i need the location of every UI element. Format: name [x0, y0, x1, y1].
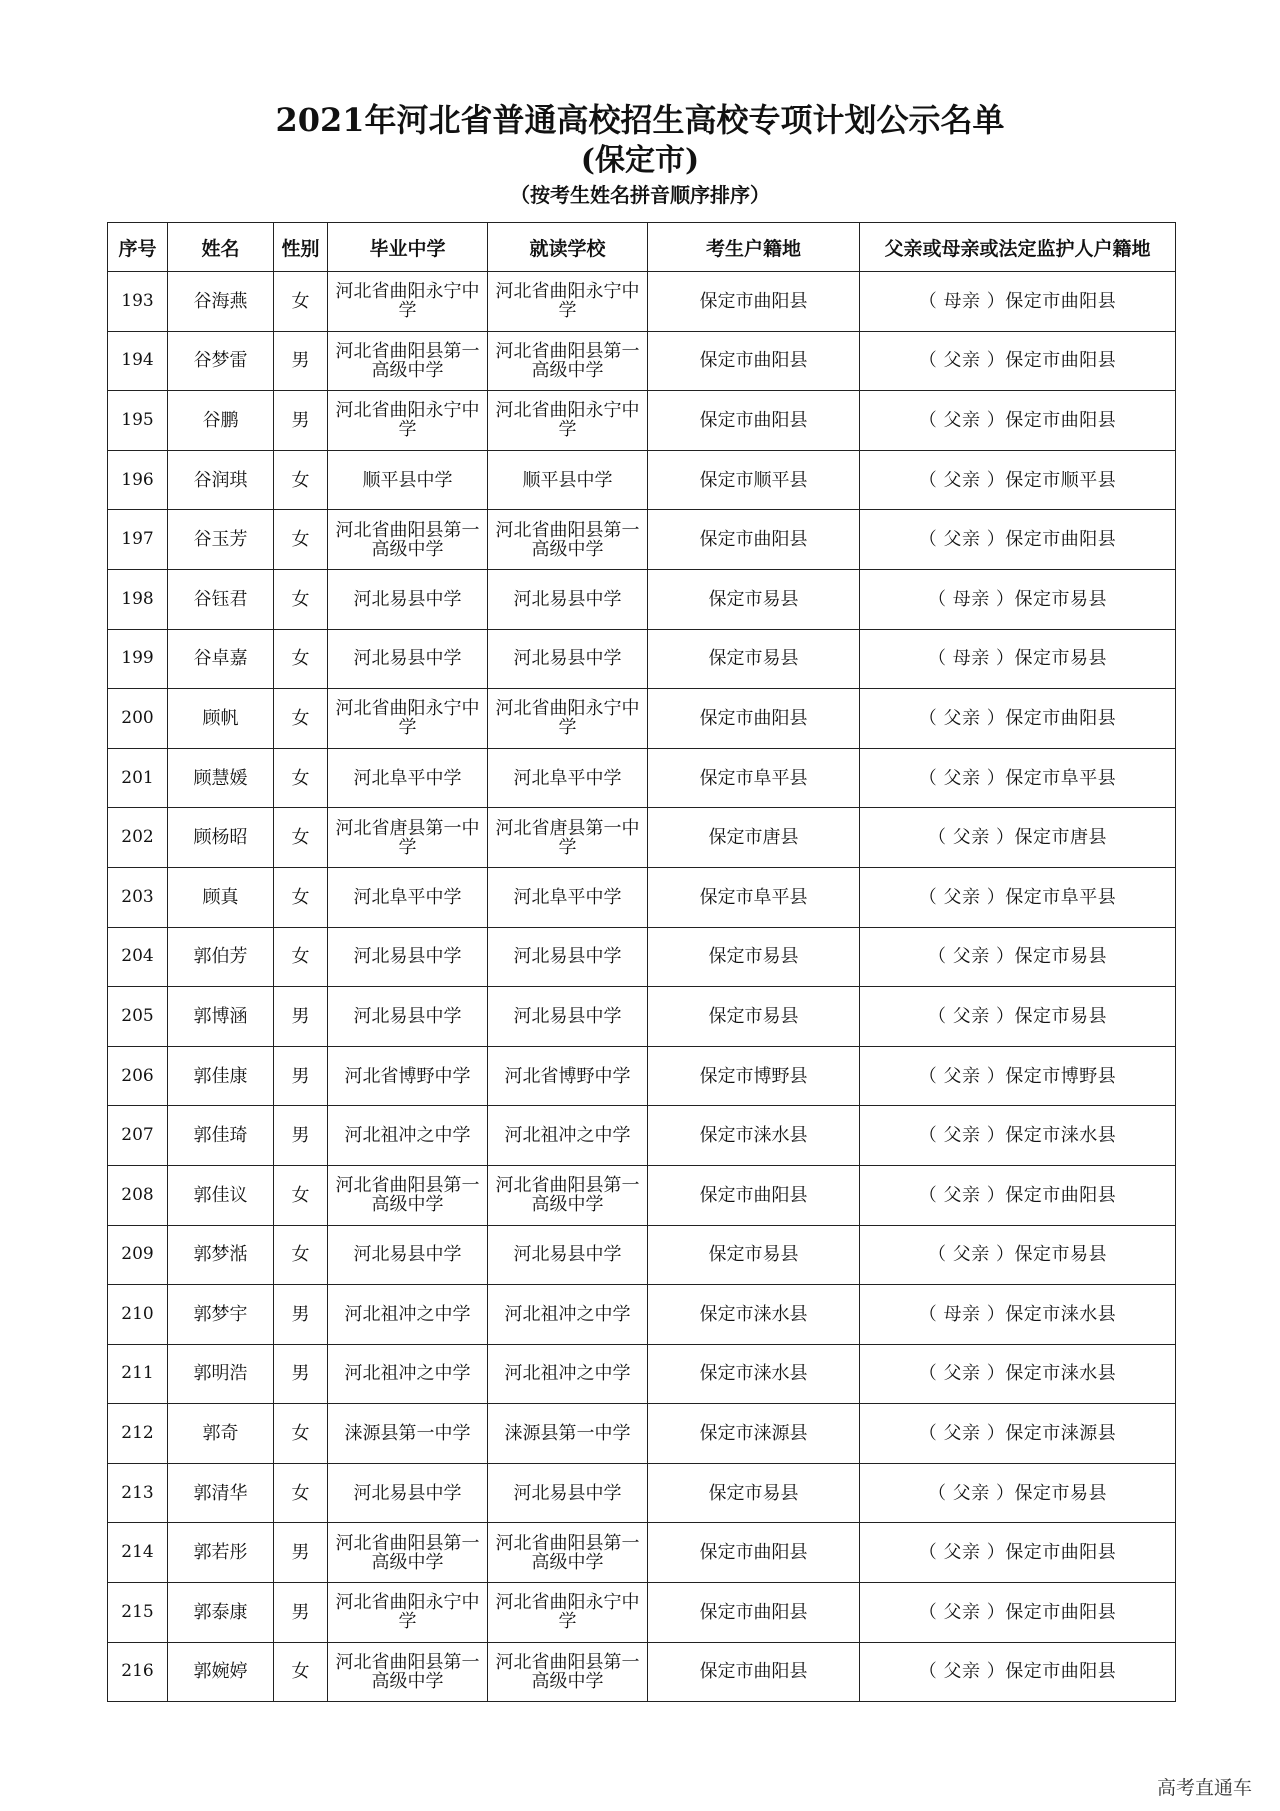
table-body: [108, 272, 1176, 1702]
table-row: [108, 569, 1176, 629]
cell-index: 209: [108, 1225, 168, 1285]
cell-name: 郭明浩: [168, 1344, 274, 1404]
cell-gender: 女: [274, 1165, 328, 1225]
cell-index: 215: [108, 1583, 168, 1643]
cell-gender: 女: [274, 450, 328, 510]
cell-current-school: 河北省曲阳永宁中学: [488, 1583, 648, 1643]
cell-graduated-school: 河北易县中学: [328, 1225, 488, 1285]
table-row: [108, 808, 1176, 868]
cell-graduated-school: 河北祖冲之中学: [328, 1285, 488, 1345]
cell-guardian-residence: （ 父亲 ）保定市涞源县: [860, 1404, 1176, 1464]
header-student-residence: 考生户籍地: [648, 223, 860, 272]
cell-graduated-school: 河北省曲阳县第一高级中学: [328, 1523, 488, 1583]
table-row: [108, 510, 1176, 570]
cell-name: 郭泰康: [168, 1583, 274, 1643]
cell-name: 谷玉芳: [168, 510, 274, 570]
cell-index: 212: [108, 1404, 168, 1464]
cell-gender: 女: [274, 1463, 328, 1523]
cell-index: 211: [108, 1344, 168, 1404]
student-list-table: [107, 222, 1176, 1702]
cell-student-residence: 保定市曲阳县: [648, 1583, 860, 1643]
cell-guardian-residence: （ 母亲 ）保定市易县: [860, 629, 1176, 689]
cell-name: 郭佳康: [168, 1046, 274, 1106]
cell-name: 谷卓嘉: [168, 629, 274, 689]
cell-student-residence: 保定市易县: [648, 927, 860, 987]
cell-current-school: 河北易县中学: [488, 987, 648, 1047]
cell-index: 210: [108, 1285, 168, 1345]
cell-current-school: 河北阜平中学: [488, 748, 648, 808]
cell-gender: 女: [274, 1642, 328, 1702]
cell-graduated-school: 河北省唐县第一中学: [328, 808, 488, 868]
cell-gender: 女: [274, 1225, 328, 1285]
cell-current-school: 河北省曲阳县第一高级中学: [488, 1165, 648, 1225]
cell-graduated-school: 河北省曲阳永宁中学: [328, 689, 488, 749]
cell-guardian-residence: （ 母亲 ）保定市涞水县: [860, 1285, 1176, 1345]
cell-guardian-residence: （ 父亲 ）保定市曲阳县: [860, 1583, 1176, 1643]
cell-gender: 女: [274, 1404, 328, 1464]
cell-student-residence: 保定市曲阳县: [648, 331, 860, 391]
cell-index: 204: [108, 927, 168, 987]
cell-current-school: 河北易县中学: [488, 927, 648, 987]
cell-index: 201: [108, 748, 168, 808]
cell-index: 203: [108, 867, 168, 927]
cell-graduated-school: 河北阜平中学: [328, 867, 488, 927]
cell-name: 郭梦宇: [168, 1285, 274, 1345]
cell-gender: 女: [274, 569, 328, 629]
cell-guardian-residence: （ 父亲 ）保定市曲阳县: [860, 331, 1176, 391]
cell-graduated-school: 河北易县中学: [328, 569, 488, 629]
cell-graduated-school: 河北易县中学: [328, 987, 488, 1047]
cell-name: 郭佳琦: [168, 1106, 274, 1166]
cell-gender: 男: [274, 331, 328, 391]
cell-gender: 男: [274, 1583, 328, 1643]
cell-current-school: 河北省曲阳县第一高级中学: [488, 1642, 648, 1702]
cell-index: 196: [108, 450, 168, 510]
cell-gender: 男: [274, 1046, 328, 1106]
table-row: [108, 987, 1176, 1047]
cell-student-residence: 保定市唐县: [648, 808, 860, 868]
cell-student-residence: 保定市涞水县: [648, 1285, 860, 1345]
cell-student-residence: 保定市阜平县: [648, 748, 860, 808]
cell-graduated-school: 河北阜平中学: [328, 748, 488, 808]
cell-guardian-residence: （ 父亲 ）保定市易县: [860, 987, 1176, 1047]
cell-graduated-school: 河北省曲阳永宁中学: [328, 272, 488, 332]
cell-name: 郭奇: [168, 1404, 274, 1464]
table-header-row: [108, 223, 1176, 272]
cell-current-school: 顺平县中学: [488, 450, 648, 510]
cell-student-residence: 保定市曲阳县: [648, 510, 860, 570]
cell-graduated-school: 河北易县中学: [328, 1463, 488, 1523]
cell-index: 194: [108, 331, 168, 391]
cell-index: 208: [108, 1165, 168, 1225]
table-row: [108, 391, 1176, 451]
cell-student-residence: 保定市曲阳县: [648, 1523, 860, 1583]
table-row: [108, 272, 1176, 332]
header-guardian-residence: 父亲或母亲或法定监护人户籍地: [860, 223, 1176, 272]
cell-index: 200: [108, 689, 168, 749]
table-row: [108, 689, 1176, 749]
cell-student-residence: 保定市涞源县: [648, 1404, 860, 1464]
cell-name: 谷梦雷: [168, 331, 274, 391]
cell-guardian-residence: （ 父亲 ）保定市阜平县: [860, 867, 1176, 927]
cell-guardian-residence: （ 父亲 ）保定市曲阳县: [860, 1642, 1176, 1702]
table-row: [108, 1583, 1176, 1643]
cell-student-residence: 保定市易县: [648, 569, 860, 629]
cell-graduated-school: 河北祖冲之中学: [328, 1344, 488, 1404]
sort-note: （按考生姓名拼音顺序排序）: [510, 183, 770, 207]
cell-student-residence: 保定市易县: [648, 1225, 860, 1285]
cell-gender: 男: [274, 1523, 328, 1583]
cell-current-school: 河北易县中学: [488, 1225, 648, 1285]
document-city: (保定市): [580, 143, 700, 178]
cell-current-school: 河北祖冲之中学: [488, 1106, 648, 1166]
cell-name: 郭梦湉: [168, 1225, 274, 1285]
header-name: 姓名: [168, 223, 274, 272]
table-row: [108, 1404, 1176, 1464]
cell-gender: 女: [274, 867, 328, 927]
cell-graduated-school: 河北易县中学: [328, 629, 488, 689]
cell-current-school: 河北省曲阳县第一高级中学: [488, 331, 648, 391]
cell-name: 顾慧媛: [168, 748, 274, 808]
cell-guardian-residence: （ 父亲 ）保定市易县: [860, 1463, 1176, 1523]
cell-current-school: 河北省曲阳县第一高级中学: [488, 510, 648, 570]
cell-guardian-residence: （ 父亲 ）保定市曲阳县: [860, 391, 1176, 451]
cell-graduated-school: 河北省曲阳县第一高级中学: [328, 1165, 488, 1225]
cell-student-residence: 保定市曲阳县: [648, 1165, 860, 1225]
cell-index: 199: [108, 629, 168, 689]
cell-index: 202: [108, 808, 168, 868]
cell-name: 顾杨昭: [168, 808, 274, 868]
cell-gender: 女: [274, 272, 328, 332]
cell-guardian-residence: （ 父亲 ）保定市曲阳县: [860, 689, 1176, 749]
cell-current-school: 河北祖冲之中学: [488, 1344, 648, 1404]
cell-student-residence: 保定市涞水县: [648, 1344, 860, 1404]
cell-current-school: 河北易县中学: [488, 629, 648, 689]
table-row: [108, 1642, 1176, 1702]
cell-name: 谷润琪: [168, 450, 274, 510]
cell-name: 谷鹏: [168, 391, 274, 451]
cell-index: 207: [108, 1106, 168, 1166]
cell-graduated-school: 河北省曲阳县第一高级中学: [328, 510, 488, 570]
header-graduated-school: 毕业中学: [328, 223, 488, 272]
cell-current-school: 河北易县中学: [488, 569, 648, 629]
cell-current-school: 河北省博野中学: [488, 1046, 648, 1106]
table-row: [108, 867, 1176, 927]
cell-graduated-school: 河北省博野中学: [328, 1046, 488, 1106]
cell-gender: 女: [274, 510, 328, 570]
table-row: [108, 629, 1176, 689]
table-row: [108, 331, 1176, 391]
cell-graduated-school: 河北祖冲之中学: [328, 1106, 488, 1166]
cell-index: 216: [108, 1642, 168, 1702]
cell-current-school: 河北祖冲之中学: [488, 1285, 648, 1345]
table-row: [108, 1285, 1176, 1345]
cell-gender: 女: [274, 927, 328, 987]
cell-current-school: 河北省曲阳永宁中学: [488, 391, 648, 451]
cell-guardian-residence: （ 父亲 ）保定市涞水县: [860, 1106, 1176, 1166]
cell-current-school: 河北省曲阳永宁中学: [488, 272, 648, 332]
cell-guardian-residence: （ 父亲 ）保定市曲阳县: [860, 1165, 1176, 1225]
watermark-text: 高考直通车: [1156, 1777, 1252, 1799]
cell-gender: 男: [274, 1285, 328, 1345]
cell-student-residence: 保定市博野县: [648, 1046, 860, 1106]
cell-student-residence: 保定市顺平县: [648, 450, 860, 510]
cell-gender: 男: [274, 1106, 328, 1166]
cell-guardian-residence: （ 父亲 ）保定市涞水县: [860, 1344, 1176, 1404]
table-row: [108, 1165, 1176, 1225]
cell-student-residence: 保定市曲阳县: [648, 689, 860, 749]
cell-name: 顾真: [168, 867, 274, 927]
header-gender: 性别: [274, 223, 328, 272]
cell-guardian-residence: （ 父亲 ）保定市博野县: [860, 1046, 1176, 1106]
table-row: [108, 1225, 1176, 1285]
cell-student-residence: 保定市曲阳县: [648, 391, 860, 451]
cell-graduated-school: 河北易县中学: [328, 927, 488, 987]
cell-index: 213: [108, 1463, 168, 1523]
cell-student-residence: 保定市曲阳县: [648, 1642, 860, 1702]
cell-guardian-residence: （ 父亲 ）保定市曲阳县: [860, 510, 1176, 570]
cell-student-residence: 保定市易县: [648, 1463, 860, 1523]
table-row: [108, 1523, 1176, 1583]
cell-graduated-school: 涞源县第一中学: [328, 1404, 488, 1464]
cell-guardian-residence: （ 父亲 ）保定市易县: [860, 1225, 1176, 1285]
cell-student-residence: 保定市阜平县: [648, 867, 860, 927]
cell-guardian-residence: （ 父亲 ）保定市曲阳县: [860, 1523, 1176, 1583]
cell-student-residence: 保定市易县: [648, 629, 860, 689]
cell-index: 197: [108, 510, 168, 570]
cell-student-residence: 保定市涞水县: [648, 1106, 860, 1166]
cell-index: 206: [108, 1046, 168, 1106]
cell-name: 郭伯芳: [168, 927, 274, 987]
cell-current-school: 河北易县中学: [488, 1463, 648, 1523]
cell-gender: 男: [274, 1344, 328, 1404]
table-row: [108, 1463, 1176, 1523]
cell-student-residence: 保定市易县: [648, 987, 860, 1047]
cell-student-residence: 保定市曲阳县: [648, 272, 860, 332]
cell-gender: 男: [274, 391, 328, 451]
cell-graduated-school: 河北省曲阳县第一高级中学: [328, 331, 488, 391]
cell-graduated-school: 河北省曲阳永宁中学: [328, 391, 488, 451]
cell-gender: 男: [274, 987, 328, 1047]
table-row: [108, 1344, 1176, 1404]
cell-current-school: 河北阜平中学: [488, 867, 648, 927]
table-row: [108, 450, 1176, 510]
cell-name: 郭博涵: [168, 987, 274, 1047]
cell-guardian-residence: （ 父亲 ）保定市唐县: [860, 808, 1176, 868]
cell-current-school: 河北省曲阳县第一高级中学: [488, 1523, 648, 1583]
cell-current-school: 涞源县第一中学: [488, 1404, 648, 1464]
table-row: [108, 1046, 1176, 1106]
cell-gender: 女: [274, 808, 328, 868]
cell-guardian-residence: （ 父亲 ）保定市易县: [860, 927, 1176, 987]
cell-gender: 女: [274, 748, 328, 808]
header-index: 序号: [108, 223, 168, 272]
document-title: 2021年河北省普通高校招生高校专项计划公示名单: [275, 101, 1005, 139]
cell-gender: 女: [274, 629, 328, 689]
cell-current-school: 河北省曲阳永宁中学: [488, 689, 648, 749]
cell-name: 谷海燕: [168, 272, 274, 332]
cell-name: 郭清华: [168, 1463, 274, 1523]
cell-current-school: 河北省唐县第一中学: [488, 808, 648, 868]
cell-index: 198: [108, 569, 168, 629]
table-row: [108, 1106, 1176, 1166]
cell-gender: 女: [274, 689, 328, 749]
cell-index: 205: [108, 987, 168, 1047]
cell-name: 谷钰君: [168, 569, 274, 629]
cell-name: 郭婉婷: [168, 1642, 274, 1702]
cell-name: 郭若彤: [168, 1523, 274, 1583]
cell-graduated-school: 顺平县中学: [328, 450, 488, 510]
header-current-school: 就读学校: [488, 223, 648, 272]
cell-guardian-residence: （ 父亲 ）保定市顺平县: [860, 450, 1176, 510]
cell-graduated-school: 河北省曲阳永宁中学: [328, 1583, 488, 1643]
cell-guardian-residence: （ 母亲 ）保定市曲阳县: [860, 272, 1176, 332]
cell-graduated-school: 河北省曲阳县第一高级中学: [328, 1642, 488, 1702]
cell-name: 郭佳议: [168, 1165, 274, 1225]
table-row: [108, 748, 1176, 808]
cell-index: 214: [108, 1523, 168, 1583]
cell-index: 195: [108, 391, 168, 451]
cell-index: 193: [108, 272, 168, 332]
cell-name: 顾帆: [168, 689, 274, 749]
table-row: [108, 927, 1176, 987]
cell-guardian-residence: （ 父亲 ）保定市阜平县: [860, 748, 1176, 808]
cell-guardian-residence: （ 母亲 ）保定市易县: [860, 569, 1176, 629]
